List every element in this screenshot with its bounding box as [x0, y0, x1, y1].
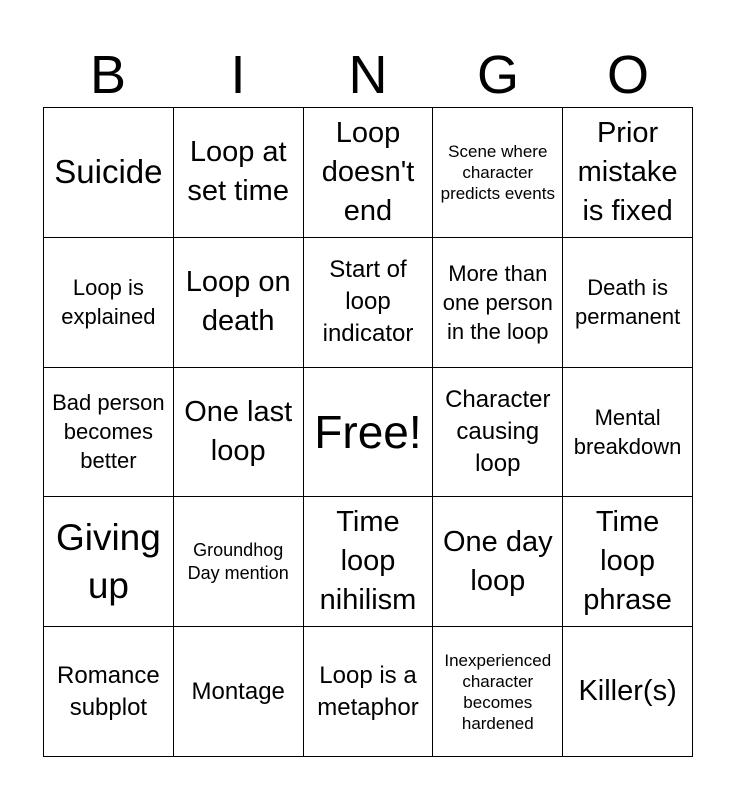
header-letter-i: I — [230, 45, 246, 105]
header-letter-n: N — [348, 45, 388, 105]
bingo-cell[interactable]: Time loop nihilism — [304, 497, 434, 627]
bingo-cell[interactable]: Mental breakdown — [563, 368, 693, 498]
free-space-cell[interactable]: Free! — [304, 368, 434, 498]
bingo-header — [43, 44, 693, 106]
bingo-cell[interactable]: Start of loop indicator — [304, 238, 434, 368]
bingo-cell[interactable]: Scene where character predicts events — [433, 108, 563, 238]
bingo-cell[interactable]: Character causing loop — [433, 368, 563, 498]
bingo-cell[interactable]: Giving up — [44, 497, 174, 627]
bingo-cell[interactable]: Suicide — [44, 108, 174, 238]
header-letter-o: O — [606, 45, 649, 105]
bingo-cell[interactable]: Loop on death — [174, 238, 304, 368]
header-letter-g: G — [476, 45, 519, 105]
header-letter-b: B — [89, 45, 127, 105]
bingo-cell[interactable]: Time loop phrase — [563, 497, 693, 627]
bingo-cell[interactable]: Death is permanent — [563, 238, 693, 368]
bingo-cell[interactable]: One day loop — [433, 497, 563, 627]
bingo-grid — [43, 107, 693, 757]
bingo-cell[interactable]: Loop is explained — [44, 238, 174, 368]
bingo-cell[interactable]: Groundhog Day mention — [174, 497, 304, 627]
bingo-cell[interactable]: Bad person becomes better — [44, 368, 174, 498]
bingo-cell[interactable]: Inexperienced character becomes hardened — [433, 627, 563, 757]
bingo-cell[interactable]: Montage — [174, 627, 304, 757]
bingo-cell[interactable]: Killer(s) — [563, 627, 693, 757]
bingo-cell[interactable]: Loop doesn't end — [304, 108, 434, 238]
bingo-cell[interactable]: One last loop — [174, 368, 304, 498]
bingo-cell[interactable]: Loop at set time — [174, 108, 304, 238]
bingo-cell[interactable]: Prior mistake is fixed — [563, 108, 693, 238]
bingo-cell[interactable]: Loop is a metaphor — [304, 627, 434, 757]
bingo-cell[interactable]: Romance subplot — [44, 627, 174, 757]
bingo-cell[interactable]: More than one person in the loop — [433, 238, 563, 368]
